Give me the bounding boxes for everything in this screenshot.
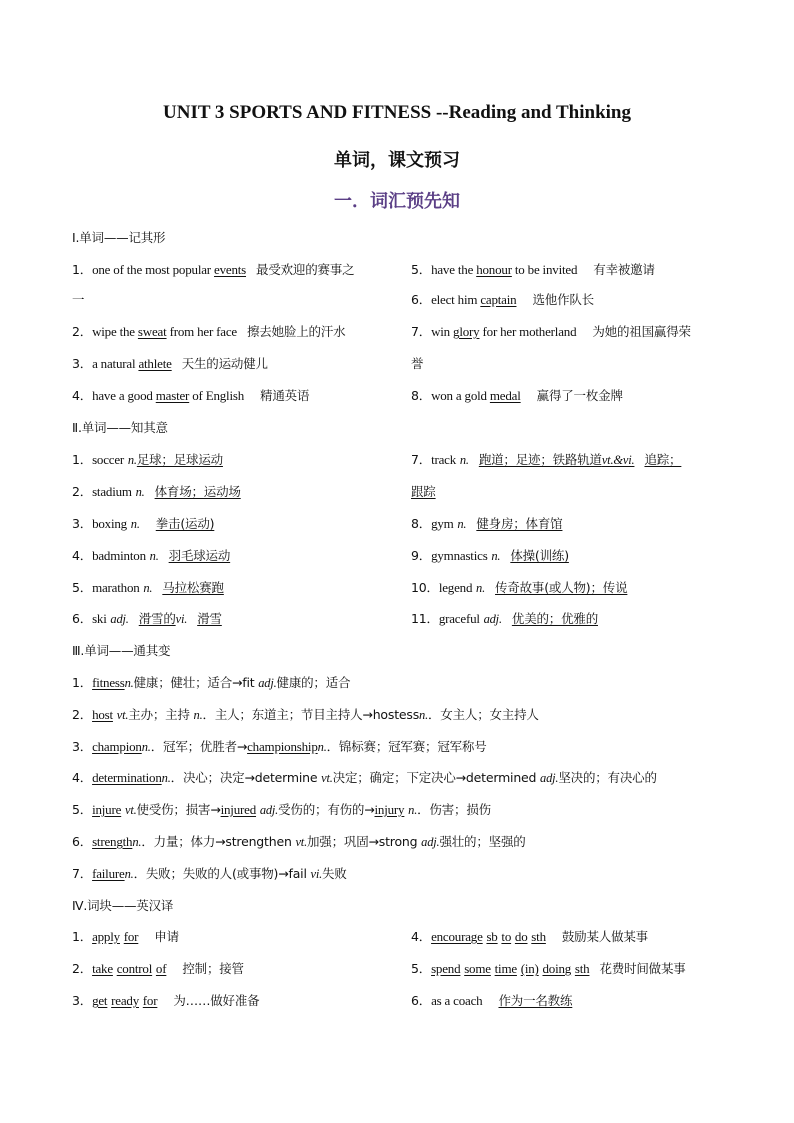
chinese-translation: 天生的运动健儿 [181, 356, 268, 371]
vocab-word: gymnastics [431, 548, 488, 563]
chinese-translation: 花费时间做某事 [599, 961, 686, 976]
item-number: 3． [72, 356, 93, 371]
vocab-word: determination [92, 770, 162, 785]
phrase-text: elect him [431, 292, 481, 307]
item-number: 4． [72, 388, 93, 403]
definition-text: ．决心；决定→determine [170, 770, 322, 785]
key-word: master [155, 388, 190, 403]
item-number: 2． [72, 484, 93, 499]
key-word: captain [480, 292, 517, 307]
definition-text: ．力量；体力→strengthen [141, 834, 296, 849]
item-number: 3． [72, 739, 93, 754]
phrase-text: as a coach [431, 993, 483, 1008]
vocab-word: marathon [92, 580, 140, 595]
part-of-speech: n. [135, 485, 145, 499]
item-number: 11． [411, 611, 439, 626]
chinese-translation: 精通英语 [260, 388, 310, 403]
vocab-word: stadium [92, 484, 132, 499]
answer-text: 拳击(运动) [155, 516, 215, 531]
part-of-speech: n. [127, 453, 137, 467]
answer-text-2: 追踪； [644, 452, 682, 467]
phrase-text-rest: for her motherland [479, 324, 577, 339]
answer-text: 体操(训练) [510, 548, 569, 563]
part2-heading: Ⅱ.单词——知其意 [72, 420, 168, 435]
vocab-word-2: championship [247, 739, 318, 754]
vocab-word: failure [92, 866, 125, 881]
part4-heading: Ⅳ.词块——英汉译 [72, 898, 174, 913]
vocab-word: soccer [92, 452, 125, 467]
item-number: 7． [411, 324, 432, 339]
phrase-text: a natural [92, 356, 139, 371]
item-number: 5． [411, 262, 432, 277]
phrase-word: get [92, 993, 108, 1008]
item-number: 10． [411, 580, 439, 595]
part-of-speech: n. [143, 581, 153, 595]
definition-text-2: 决定；确定；下定决心→determined [332, 770, 541, 785]
part-of-speech: n. [124, 676, 134, 690]
vocab-word: host [92, 707, 113, 722]
item-number: 8． [411, 388, 432, 403]
part3-item-4 [72, 769, 657, 787]
part2-item-4 [72, 547, 230, 565]
part-of-speech: vt. [116, 708, 129, 722]
part-of-speech-2: vi. [310, 867, 323, 881]
definition-text: ．冠军；优胜者→ [150, 739, 248, 754]
vocab-word: track [431, 452, 457, 467]
item-number: 8． [411, 516, 432, 531]
phrase-word: for [142, 993, 158, 1008]
phrase-word: apply [92, 929, 120, 944]
answer-text: 传奇故事(或人物)；传说 [495, 580, 628, 595]
definition-text-2: 加强；巩固→strong [307, 834, 422, 849]
part1-item-4 [72, 387, 309, 405]
part1-item-3 [72, 355, 268, 373]
item-number: 9． [411, 548, 432, 563]
part-of-speech-3: n. [419, 708, 428, 722]
part-of-speech: n. [149, 549, 159, 563]
item-number: 5． [72, 802, 93, 817]
part4-item-1 [72, 928, 179, 946]
definition-text-3: 坚决的；有决心的 [558, 770, 657, 785]
chinese-translation: 鼓励某人做某事 [561, 929, 648, 944]
answer-text: 体育场；运动场 [154, 484, 241, 499]
part2-item-11 [411, 610, 598, 628]
vocab-word: fitness [92, 675, 125, 690]
part3-item-2 [72, 706, 539, 724]
answer-text: 作为一名教练 [498, 993, 573, 1008]
part3-item-1 [72, 674, 350, 692]
vocab-word: gym [431, 516, 454, 531]
item-number: 7． [72, 866, 93, 881]
phrase-word: do [514, 929, 528, 944]
definition-text-2: ．锦标赛；冠军赛；冠军称号 [326, 739, 487, 754]
item-number: 1． [72, 675, 93, 690]
vocab-word: badminton [92, 548, 146, 563]
definition-text: 健康；健壮；适合→fit [133, 675, 259, 690]
part-of-speech: vt. [124, 803, 137, 817]
definition-text-2: 健康的；适合 [276, 675, 351, 690]
part3-heading: Ⅲ.单词——通其变 [72, 643, 171, 658]
definition-text-2: 受伤的；有伤的→ [278, 802, 375, 817]
part3-item-7 [72, 865, 347, 883]
chinese-translation: 有幸被邀请 [593, 262, 655, 277]
part-of-speech-3: adj. [421, 835, 440, 849]
answer-text: 跑道；足迹；铁路轨道 [478, 452, 602, 467]
phrase-word: ready [111, 993, 140, 1008]
phrase-word: sb [486, 929, 498, 944]
part-of-speech: adj. [110, 612, 129, 626]
part-of-speech-3: adj. [540, 771, 559, 785]
phrase-text-rest: to be invited [511, 262, 578, 277]
part2-item-6 [72, 610, 222, 628]
part3-item-3 [72, 738, 487, 756]
part4-item-5 [411, 960, 686, 978]
item-number: 3． [72, 516, 93, 531]
phrase-text: one of the most popular [92, 262, 214, 277]
definition-text-2: 失败 [322, 866, 347, 881]
phrase-word: some [464, 961, 491, 976]
part4-item-2 [72, 960, 244, 978]
vocab-word: ski [92, 611, 107, 626]
phrase-word: to [501, 929, 512, 944]
vocab-word-3: injury [374, 802, 405, 817]
item-number: 2． [72, 324, 93, 339]
part1-item-7 [411, 323, 691, 341]
part2-item-7-cont [411, 483, 436, 501]
page-title: UNIT 3 SPORTS AND FITNESS --Reading and Thinking [163, 102, 631, 123]
part4-item-3 [72, 992, 259, 1010]
answer-text-2: 滑雪 [197, 611, 222, 626]
phrase-word: spend [431, 961, 461, 976]
vocab-word: strength [92, 834, 133, 849]
vocab-word: graceful [438, 611, 480, 626]
part-of-speech: n. [132, 835, 142, 849]
item-number: 1． [72, 929, 93, 944]
key-word: athlete [138, 356, 172, 371]
key-word: events [214, 262, 247, 277]
definition-text-3: ．伤害；损伤 [417, 802, 491, 817]
item-number: 1． [72, 452, 93, 467]
key-word: glory [453, 324, 480, 339]
item-number: 5． [72, 580, 93, 595]
phrase-text: have the [431, 262, 477, 277]
answer-text: 羽毛球运动 [168, 548, 231, 563]
part-of-speech-2: adj. [259, 803, 279, 817]
item-number: 4． [411, 929, 432, 944]
item-number: 6． [72, 834, 93, 849]
definition-text-3: 强壮的；坚强的 [439, 834, 526, 849]
phrase-word: take [92, 961, 113, 976]
part-of-speech-2: n. [317, 740, 327, 754]
key-word: sweat [137, 324, 167, 339]
item-number: 2． [72, 961, 93, 976]
part-of-speech-2: adj. [258, 676, 277, 690]
phrase-word: control [116, 961, 153, 976]
section-heading: 一．词汇预先知 [334, 191, 460, 212]
part-of-speech-2: vi. [175, 612, 188, 626]
item-number: 7． [411, 452, 432, 467]
phrase-word: time [494, 961, 517, 976]
phrase-text: wipe the [92, 324, 138, 339]
part4-item-4 [411, 928, 648, 946]
part-of-speech: n. [457, 517, 467, 531]
phrase-text-rest: of English [189, 388, 245, 403]
chinese-translation: 最受欢迎的赛事之 [256, 262, 355, 277]
item-number: 6． [411, 993, 432, 1008]
vocab-word: boxing [92, 516, 127, 531]
answer-text: 滑雪的 [138, 611, 176, 626]
item-number: 6． [411, 292, 432, 307]
part1-item-1-cont: 一 [72, 292, 85, 307]
item-number: 3． [72, 993, 93, 1008]
item-number: 4． [72, 548, 93, 563]
answer-text-3: 跟踪 [411, 484, 436, 499]
phrase-word: of [155, 961, 167, 976]
key-word: honour [476, 262, 512, 277]
vocab-word: injure [92, 802, 122, 817]
chinese-translation: 为她的祖国赢得荣 [592, 324, 691, 339]
part-of-speech: n. [459, 453, 469, 467]
answer-text: 优美的；优雅的 [511, 611, 598, 626]
part-of-speech: n. [141, 740, 151, 754]
answer-text: 足球；足球运动 [136, 452, 223, 467]
part2-item-10 [411, 579, 627, 597]
phrase-word: doing [542, 961, 572, 976]
part-of-speech: n. [476, 581, 486, 595]
vocab-word: legend [438, 580, 473, 595]
item-number: 2． [72, 707, 93, 722]
part-of-speech: n. [161, 771, 171, 785]
part-of-speech-2: vt.&vi. [601, 453, 635, 467]
part-of-speech-2: vt. [321, 771, 333, 785]
part2-item-8 [411, 515, 562, 533]
part1-item-1 [72, 261, 354, 279]
vocab-word: champion [92, 739, 142, 754]
part-of-speech: n. [124, 867, 134, 881]
chinese-translation: 为……做好准备 [173, 993, 260, 1008]
part1-item-6 [411, 291, 594, 309]
definition-text-3: ．女主人；女主持人 [428, 707, 539, 722]
part1-item-8 [411, 387, 623, 405]
part2-item-1 [72, 451, 223, 469]
definition-text: 主办；主持 [128, 707, 194, 722]
key-word: medal [489, 388, 521, 403]
answer-text: 健身房；体育馆 [476, 516, 563, 531]
chinese-translation: 选他作队长 [532, 292, 594, 307]
part1-item-7-cont: 誉 [411, 356, 424, 371]
item-number: 1． [72, 262, 93, 277]
part4-item-6 [411, 992, 572, 1010]
part-of-speech-2: n. [193, 708, 203, 722]
part2-item-5 [72, 579, 224, 597]
part3-item-5 [72, 801, 491, 819]
vocab-word-2: injured [220, 802, 257, 817]
part-of-speech-2: vt. [295, 835, 307, 849]
chinese-translation: 申请 [154, 929, 179, 944]
part-of-speech-3: n. [408, 803, 418, 817]
phrase-text: have a good [92, 388, 156, 403]
answer-text: 马拉松赛跑 [162, 580, 224, 595]
item-number: 6． [72, 611, 93, 626]
phrase-word: sth [574, 961, 590, 976]
part3-item-6 [72, 833, 526, 851]
part2-item-9 [411, 547, 569, 565]
item-number: 5． [411, 961, 432, 976]
part1-heading: Ⅰ.单词——记其形 [72, 230, 166, 245]
page-subtitle: 单词，课文预习 [334, 150, 460, 171]
item-number: 4． [72, 770, 93, 785]
part-of-speech: adj. [483, 612, 502, 626]
phrase-word: sth [531, 929, 546, 944]
part1-item-5 [411, 261, 655, 279]
chinese-translation: 控制；接管 [182, 961, 244, 976]
phrase-word: encourage [431, 929, 483, 944]
part-of-speech: n. [491, 549, 501, 563]
phrase-word: (in) [520, 961, 539, 976]
part1-item-2 [72, 323, 345, 341]
part2-item-2 [72, 483, 241, 501]
chinese-translation: 赢得了一枚金牌 [536, 388, 623, 403]
phrase-word: for [123, 929, 139, 944]
part2-item-3 [72, 515, 214, 533]
phrase-text-rest: from her face [166, 324, 237, 339]
definition-text: 使受伤；损害→ [136, 802, 221, 817]
part-of-speech: n. [130, 517, 140, 531]
part2-item-7 [411, 451, 681, 469]
phrase-text: won a gold [431, 388, 490, 403]
phrase-text: win [431, 324, 454, 339]
definition-text: ．失败；失败的人(或事物)→fail [133, 866, 311, 881]
chinese-translation: 擦去她脸上的汗水 [247, 324, 346, 339]
definition-text-2: ．主人；东道主；节目主持人→hostess [202, 707, 420, 722]
